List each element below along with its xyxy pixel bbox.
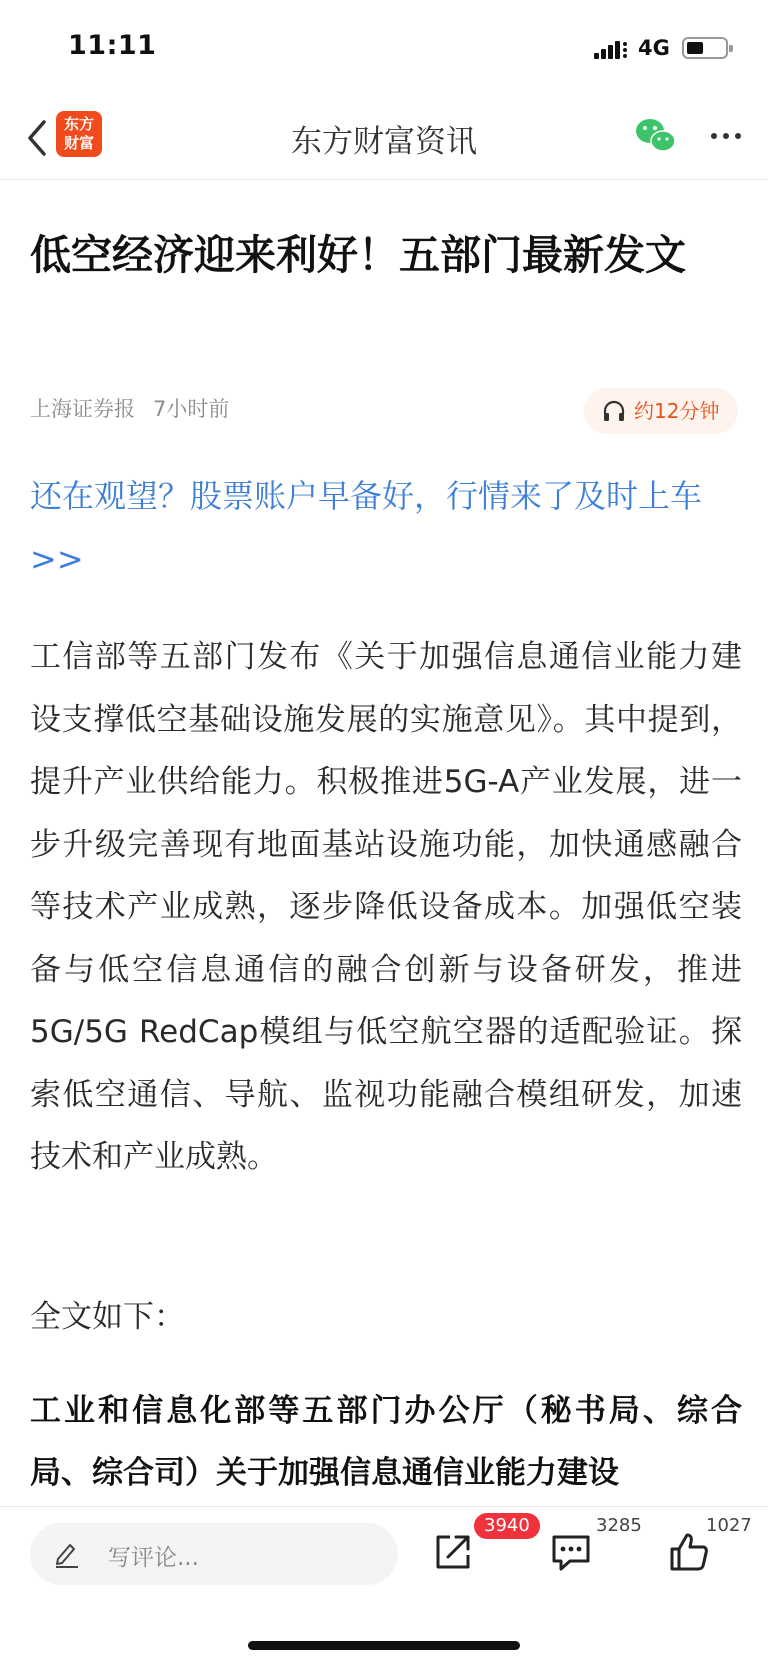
promo-link[interactable]: 还在观望？股票账户早备好，行情来了及时上车>> <box>30 477 703 578</box>
fulltext-label: 全文如下： <box>30 1299 185 1335</box>
nav-title: 东方财富资讯 <box>291 124 477 160</box>
share-icon[interactable] <box>428 1527 478 1577</box>
wechat-icon[interactable] <box>634 116 678 156</box>
comment-count: 3285 <box>596 1515 642 1536</box>
signal-icon <box>594 38 630 62</box>
logo-line-1: 东方 <box>63 115 94 133</box>
article-body: 工信部等五部门发布《关于加强信息通信业能力建设支撑低空基础设施发展的实施意见》。其中提到，提升产业供给能力。积极推进5G-A产业发展，进一步升级完善现有地面基站设施功能，加快通感融合等技术产业成熟，逐步降低设备成本。加强低空装备与低空信息通信的融合创新与设备研发，推进5G/5G RedCap模组与低空航空器的适配验证。探索低空通信、导航、监视功能融合模组研发，加速技术和产业成熟。 <box>30 639 742 1175</box>
more-dots-icon[interactable] <box>706 116 746 156</box>
article-source: 上海证券报 <box>30 397 135 421</box>
bottom-bar <box>0 1506 768 1663</box>
battery-icon <box>682 37 728 59</box>
home-indicator <box>248 1641 520 1650</box>
article-meta <box>30 393 229 423</box>
headphones-icon <box>602 399 626 423</box>
nav-bar <box>0 96 768 180</box>
like-count: 1027 <box>706 1515 752 1536</box>
article-time: 7小时前 <box>153 397 230 421</box>
app-logo <box>56 111 102 157</box>
pencil-icon <box>54 1539 80 1569</box>
comment-icon[interactable] <box>546 1527 596 1577</box>
article-headline: 低空经济迎来利好！五部门最新发文 <box>30 231 686 279</box>
share-count-badge: 3940 <box>474 1513 540 1539</box>
network-type: 4G <box>638 36 670 60</box>
comment-placeholder: 写评论... <box>108 1545 199 1571</box>
document-subhead: 工业和信息化部等五部门办公厅（秘书局、综合局、综合司）关于加强信息通信业能力建设 <box>30 1393 742 1491</box>
status-time: 11:11 <box>68 30 157 61</box>
listen-button[interactable] <box>584 388 738 434</box>
logo-line-2: 财富 <box>63 134 94 152</box>
status-bar <box>0 0 768 96</box>
listen-duration: 约12分钟 <box>634 399 720 423</box>
comment-input[interactable] <box>30 1523 398 1585</box>
